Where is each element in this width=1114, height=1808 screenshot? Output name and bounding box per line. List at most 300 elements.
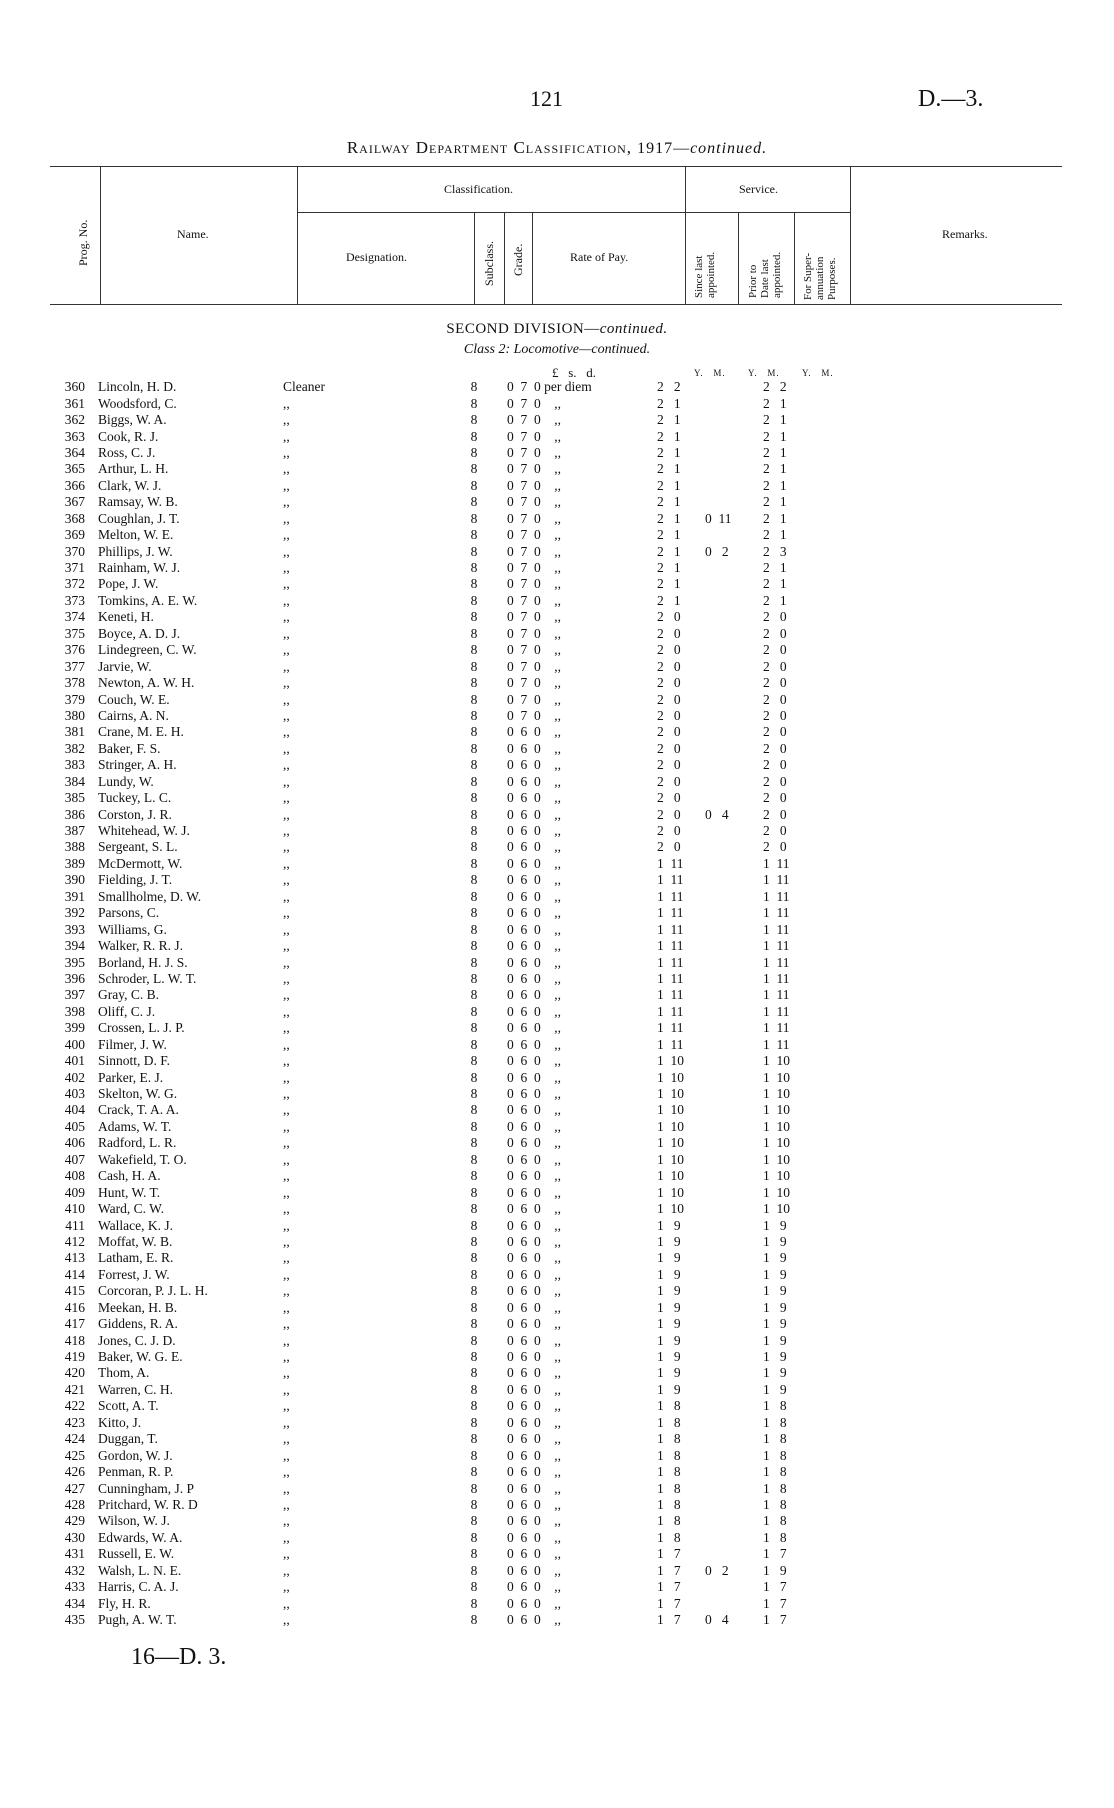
row-rate-of-pay: 0 6 0 ,, <box>507 790 561 806</box>
row-prog-no: 386 <box>64 806 85 822</box>
row-prog-no: 414 <box>64 1266 85 1282</box>
row-subclass: 8 <box>470 560 478 576</box>
row-since-last: 1 7 <box>657 1579 681 1595</box>
row-designation: ,, <box>283 707 290 723</box>
row-since-last: 1 10 <box>657 1086 684 1102</box>
row-grade <box>487 856 507 872</box>
row-since-last: 1 9 <box>657 1332 681 1348</box>
row-superannuation: 2 1 <box>763 395 787 411</box>
row-prior-to <box>705 379 763 395</box>
row-superannuation: 2 1 <box>763 576 787 592</box>
row-superannuation: 1 11 <box>763 855 790 871</box>
row-grade <box>487 1579 507 1595</box>
row-rate-of-pay: 0 6 0 ,, <box>507 970 561 986</box>
row-subclass: 8 <box>470 1036 478 1052</box>
row-designation: ,, <box>283 1102 290 1118</box>
row-name: Corcoran, P. J. L. H. <box>98 1283 208 1299</box>
row-superannuation: 1 7 <box>763 1579 787 1595</box>
row-superannuation: 1 10 <box>763 1135 790 1151</box>
row-name: Couch, W. E. <box>98 691 170 707</box>
row-rate-of-pay: 0 6 0 ,, <box>507 724 561 740</box>
row-name: Meekan, H. B. <box>98 1299 178 1315</box>
row-prior-to <box>705 954 763 970</box>
row-superannuation: 2 3 <box>763 543 787 559</box>
row-subclass: 8 <box>470 609 478 625</box>
row-grade <box>487 642 507 658</box>
row-name: Sergeant, S. L. <box>98 839 178 855</box>
row-superannuation: 2 1 <box>763 494 787 510</box>
row-grade <box>487 921 507 937</box>
row-subclass: 8 <box>470 1480 478 1496</box>
row-prior-to <box>705 494 763 510</box>
staff-table-body <box>50 379 823 1628</box>
row-prior-to <box>705 856 763 872</box>
row-superannuation: 1 8 <box>763 1464 787 1480</box>
row-subclass: 8 <box>470 839 478 855</box>
table-row <box>50 1004 823 1020</box>
row-prior-to <box>705 593 763 609</box>
row-subclass: 8 <box>470 691 478 707</box>
row-designation: ,, <box>283 1414 290 1430</box>
table-row <box>50 708 823 724</box>
row-rate-of-pay: 0 6 0 ,, <box>507 1168 561 1184</box>
division-continued: continued. <box>599 321 668 337</box>
table-row <box>50 1349 823 1365</box>
row-name: Schroder, L. W. T. <box>98 970 197 986</box>
row-rate-of-pay: 0 6 0 ,, <box>507 938 561 954</box>
row-rate-of-pay: 0 7 0 ,, <box>507 510 561 526</box>
row-superannuation: 1 9 <box>763 1299 787 1315</box>
row-grade <box>487 658 507 674</box>
row-prog-no: 387 <box>64 823 85 839</box>
row-since-last: 1 9 <box>657 1283 681 1299</box>
row-name: Rainham, W. J. <box>98 560 181 576</box>
row-prior-to <box>705 1168 763 1184</box>
row-grade <box>487 445 507 461</box>
row-rate-of-pay: 0 6 0 ,, <box>507 1496 561 1512</box>
row-name: Moffat, W. B. <box>98 1233 173 1249</box>
row-prog-no: 383 <box>64 757 85 773</box>
header-grade: Grade. <box>511 243 525 276</box>
row-subclass: 8 <box>470 1365 478 1381</box>
row-prog-no: 407 <box>64 1151 85 1167</box>
row-prog-no: 430 <box>64 1529 85 1545</box>
row-designation: ,, <box>283 1398 290 1414</box>
row-grade <box>487 1135 507 1151</box>
row-prior-to <box>705 1332 763 1348</box>
row-prior-to <box>705 741 763 757</box>
row-since-last: 1 9 <box>657 1299 681 1315</box>
row-designation: ,, <box>283 1431 290 1447</box>
table-row <box>50 1316 823 1332</box>
row-subclass: 8 <box>470 1595 478 1611</box>
pay-units: £ s. d. <box>552 365 597 380</box>
row-name: Biggs, W. A. <box>98 412 167 428</box>
table-row <box>50 1595 823 1611</box>
row-grade <box>487 1316 507 1332</box>
row-prog-no: 360 <box>64 379 85 395</box>
row-designation: ,, <box>283 510 290 526</box>
row-subclass: 8 <box>470 477 478 493</box>
row-superannuation: 1 10 <box>763 1053 790 1069</box>
row-subclass: 8 <box>470 740 478 756</box>
row-grade <box>487 1102 507 1118</box>
row-prior-to <box>705 395 763 411</box>
row-prior-to <box>705 774 763 790</box>
row-superannuation: 1 11 <box>763 1020 790 1036</box>
table-row <box>50 1398 823 1414</box>
row-grade <box>487 1053 507 1069</box>
row-name: Filmer, J. W. <box>98 1036 167 1052</box>
row-subclass: 8 <box>470 1381 478 1397</box>
row-prior-to: 0 2 <box>705 543 729 559</box>
row-prog-no: 412 <box>64 1233 85 1249</box>
row-name: Pope, J. W. <box>98 576 159 592</box>
row-superannuation: 1 11 <box>763 954 790 970</box>
row-grade <box>487 938 507 954</box>
row-grade <box>487 790 507 806</box>
row-subclass: 8 <box>470 1020 478 1036</box>
row-prior-to <box>705 987 763 1003</box>
row-grade <box>487 1217 507 1233</box>
table-row <box>50 1217 823 1233</box>
row-superannuation: 1 9 <box>763 1283 787 1299</box>
title-year: 1917— <box>637 140 691 157</box>
row-rate-of-pay: 0 6 0 ,, <box>507 1595 561 1611</box>
row-designation: ,, <box>283 1020 290 1036</box>
row-prog-no: 372 <box>64 576 85 592</box>
row-superannuation: 1 9 <box>763 1217 787 1233</box>
row-grade <box>487 1267 507 1283</box>
row-since-last: 1 8 <box>657 1398 681 1414</box>
row-subclass: 8 <box>470 1069 478 1085</box>
row-superannuation: 1 7 <box>763 1612 787 1628</box>
row-superannuation: 1 8 <box>763 1513 787 1529</box>
row-prior-to <box>705 1365 763 1381</box>
table-row <box>50 527 823 543</box>
row-prog-no: 405 <box>64 1118 85 1134</box>
row-prior-to <box>705 1119 763 1135</box>
row-name: Penman, R. P. <box>98 1464 174 1480</box>
row-rate-of-pay: 0 6 0 ,, <box>507 1529 561 1545</box>
row-prog-no: 367 <box>64 494 85 510</box>
row-prior-to <box>705 1267 763 1283</box>
row-since-last: 1 10 <box>657 1201 684 1217</box>
row-name: Thom, A. <box>98 1365 150 1381</box>
row-rate-of-pay: 0 6 0 ,, <box>507 1546 561 1562</box>
table-row <box>50 511 823 527</box>
row-since-last: 2 0 <box>657 740 681 756</box>
row-grade <box>487 1234 507 1250</box>
row-rate-of-pay: 0 6 0 ,, <box>507 987 561 1003</box>
row-subclass: 8 <box>470 592 478 608</box>
header-since-last: Since last appointed. <box>693 251 717 298</box>
row-since-last: 2 0 <box>657 823 681 839</box>
table-row <box>50 379 823 395</box>
row-designation: ,, <box>283 395 290 411</box>
row-since-last: 1 10 <box>657 1135 684 1151</box>
row-grade <box>487 1152 507 1168</box>
row-grade <box>487 1513 507 1529</box>
row-superannuation: 1 9 <box>763 1365 787 1381</box>
row-prior-to <box>705 1546 763 1562</box>
row-prog-no: 410 <box>64 1201 85 1217</box>
header-for-super: For Super- annuation Purposes. <box>802 252 838 300</box>
row-designation: ,, <box>283 576 290 592</box>
row-prior-to <box>705 642 763 658</box>
row-prog-no: 397 <box>64 987 85 1003</box>
row-name: Ward, C. W. <box>98 1201 165 1217</box>
row-grade <box>487 593 507 609</box>
row-name: Phillips, J. W. <box>98 543 173 559</box>
row-superannuation: 2 0 <box>763 757 787 773</box>
row-since-last: 2 0 <box>657 675 681 691</box>
row-prior-to <box>705 1513 763 1529</box>
row-grade <box>487 543 507 559</box>
row-since-last: 1 11 <box>657 921 684 937</box>
row-prior-to <box>705 1595 763 1611</box>
row-grade <box>487 494 507 510</box>
row-prior-to <box>705 1316 763 1332</box>
row-superannuation: 2 2 <box>763 379 787 395</box>
row-superannuation: 1 11 <box>763 1003 790 1019</box>
row-designation: ,, <box>283 872 290 888</box>
row-prog-no: 382 <box>64 740 85 756</box>
row-grade <box>487 1184 507 1200</box>
row-subclass: 8 <box>470 954 478 970</box>
row-prior-to <box>705 576 763 592</box>
row-name: Parsons, C. <box>98 905 160 921</box>
row-designation: ,, <box>283 823 290 839</box>
row-prior-to <box>705 1217 763 1233</box>
row-subclass: 8 <box>470 675 478 691</box>
row-designation: ,, <box>283 658 290 674</box>
row-designation: ,, <box>283 1003 290 1019</box>
row-prog-no: 392 <box>64 905 85 921</box>
row-prior-to <box>705 527 763 543</box>
row-designation: ,, <box>283 938 290 954</box>
row-designation: ,, <box>283 987 290 1003</box>
row-designation: ,, <box>283 1332 290 1348</box>
row-since-last: 1 8 <box>657 1480 681 1496</box>
row-grade <box>487 1530 507 1546</box>
row-rate-of-pay: 0 6 0 ,, <box>507 872 561 888</box>
row-grade <box>487 1612 507 1628</box>
row-since-last: 2 0 <box>657 839 681 855</box>
row-name: Corston, J. R. <box>98 806 172 822</box>
row-name: Keneti, H. <box>98 609 154 625</box>
row-name: Parker, E. J. <box>98 1069 164 1085</box>
table-row <box>50 741 823 757</box>
row-prior-to <box>705 1184 763 1200</box>
row-grade <box>487 1069 507 1085</box>
row-subclass: 8 <box>470 625 478 641</box>
table-row <box>50 1612 823 1628</box>
row-name: Melton, W. E. <box>98 527 174 543</box>
row-superannuation: 1 10 <box>763 1102 790 1118</box>
row-since-last: 2 0 <box>657 707 681 723</box>
row-prog-no: 366 <box>64 477 85 493</box>
service-units: Y. M. Y. M. Y. M. <box>694 368 834 378</box>
row-name: Crane, M. E. H. <box>98 724 184 740</box>
table-row <box>50 461 823 477</box>
row-prog-no: 380 <box>64 707 85 723</box>
row-superannuation: 2 1 <box>763 461 787 477</box>
table-row <box>50 1513 823 1529</box>
row-subclass: 8 <box>470 1102 478 1118</box>
row-rate-of-pay: 0 6 0 ,, <box>507 1612 561 1628</box>
row-since-last: 2 1 <box>657 477 681 493</box>
row-prior-to <box>705 790 763 806</box>
row-subclass: 8 <box>470 790 478 806</box>
row-since-last: 1 11 <box>657 970 684 986</box>
row-name: Lincoln, H. D. <box>98 379 177 395</box>
document-reference: D.—3. <box>918 86 984 112</box>
table-row <box>50 1168 823 1184</box>
row-rate-of-pay: 0 7 0 ,, <box>507 461 561 477</box>
row-designation: ,, <box>283 954 290 970</box>
row-designation: ,, <box>283 1365 290 1381</box>
row-name: Sinnott, D. F. <box>98 1053 171 1069</box>
row-subclass: 8 <box>470 888 478 904</box>
row-prog-no: 432 <box>64 1562 85 1578</box>
row-subclass: 8 <box>470 987 478 1003</box>
table-row <box>50 543 823 559</box>
row-superannuation: 1 9 <box>763 1381 787 1397</box>
row-since-last: 2 1 <box>657 444 681 460</box>
row-designation: ,, <box>283 1283 290 1299</box>
table-row <box>50 560 823 576</box>
row-name: Newton, A. W. H. <box>98 675 195 691</box>
row-prog-no: 417 <box>64 1316 85 1332</box>
header-bottom-rule <box>50 304 1062 305</box>
row-prog-no: 369 <box>64 527 85 543</box>
row-designation: ,, <box>283 1349 290 1365</box>
row-superannuation: 2 1 <box>763 444 787 460</box>
row-superannuation: 1 8 <box>763 1480 787 1496</box>
row-grade <box>487 823 507 839</box>
table-row <box>50 1546 823 1562</box>
row-designation: ,, <box>283 1316 290 1332</box>
table-row <box>50 823 823 839</box>
row-grade <box>487 428 507 444</box>
row-designation: ,, <box>283 773 290 789</box>
class-label: Class 2: Locomotive—continued. <box>463 342 651 357</box>
row-prog-no: 400 <box>64 1036 85 1052</box>
row-grade <box>487 1497 507 1513</box>
col-divider-subclass <box>504 212 505 304</box>
row-since-last: 2 1 <box>657 592 681 608</box>
row-prior-to <box>705 560 763 576</box>
row-designation: Cleaner <box>283 379 325 395</box>
row-name: Woodsford, C. <box>98 395 177 411</box>
row-prior-to <box>705 626 763 642</box>
row-since-last: 1 7 <box>657 1546 681 1562</box>
row-designation: ,, <box>283 855 290 871</box>
row-prog-no: 416 <box>64 1299 85 1315</box>
row-rate-of-pay: 0 6 0 ,, <box>507 1217 561 1233</box>
row-since-last: 1 7 <box>657 1595 681 1611</box>
row-prog-no: 415 <box>64 1283 85 1299</box>
row-superannuation: 2 1 <box>763 428 787 444</box>
row-prog-no: 376 <box>64 642 85 658</box>
row-rate-of-pay: 0 7 0 ,, <box>507 691 561 707</box>
row-since-last: 1 9 <box>657 1233 681 1249</box>
row-subclass: 8 <box>470 1332 478 1348</box>
row-since-last: 2 0 <box>657 806 681 822</box>
row-subclass: 8 <box>470 1201 478 1217</box>
row-subclass: 8 <box>470 642 478 658</box>
table-row <box>50 1431 823 1447</box>
row-since-last: 1 11 <box>657 954 684 970</box>
row-grade <box>487 1037 507 1053</box>
row-subclass: 8 <box>470 1496 478 1512</box>
row-name: Wakefield, T. O. <box>98 1151 187 1167</box>
row-prior-to <box>705 675 763 691</box>
row-name: Coughlan, J. T. <box>98 510 180 526</box>
row-prog-no: 419 <box>64 1349 85 1365</box>
header-rate-of-pay: Rate of Pay. <box>570 250 629 264</box>
row-prog-no: 395 <box>64 954 85 970</box>
row-superannuation: 2 0 <box>763 724 787 740</box>
row-subclass: 8 <box>470 1266 478 1282</box>
row-name: Jarvie, W. <box>98 658 152 674</box>
row-rate-of-pay: 0 6 0 ,, <box>507 1135 561 1151</box>
row-name: Harris, C. A. J. <box>98 1579 179 1595</box>
row-rate-of-pay: 0 6 0 ,, <box>507 1562 561 1578</box>
row-since-last: 1 10 <box>657 1184 684 1200</box>
row-superannuation: 1 10 <box>763 1184 790 1200</box>
row-prior-to <box>705 428 763 444</box>
row-prog-no: 390 <box>64 872 85 888</box>
row-grade <box>487 1365 507 1381</box>
row-rate-of-pay: 0 7 0 ,, <box>507 576 561 592</box>
row-since-last: 2 1 <box>657 428 681 444</box>
page-number: 121 <box>530 86 563 111</box>
row-prog-no: 396 <box>64 970 85 986</box>
row-since-last: 2 0 <box>657 609 681 625</box>
row-subclass: 8 <box>470 855 478 871</box>
row-subclass: 8 <box>470 1546 478 1562</box>
page-title <box>0 138 1114 158</box>
row-rate-of-pay: 0 6 0 ,, <box>507 921 561 937</box>
row-since-last: 1 11 <box>657 872 684 888</box>
table-row <box>50 1480 823 1496</box>
row-grade <box>487 1086 507 1102</box>
row-subclass: 8 <box>470 527 478 543</box>
row-subclass: 8 <box>470 970 478 986</box>
row-name: Cash, H. A. <box>98 1168 161 1184</box>
header-top-rule <box>50 166 1062 167</box>
row-name: Arthur, L. H. <box>98 461 169 477</box>
row-prog-no: 370 <box>64 543 85 559</box>
row-subclass: 8 <box>470 461 478 477</box>
row-prior-to: 0 4 <box>705 1612 729 1628</box>
row-subclass: 8 <box>470 1053 478 1069</box>
row-since-last: 2 1 <box>657 560 681 576</box>
row-grade <box>487 560 507 576</box>
row-superannuation: 2 0 <box>763 642 787 658</box>
header-name: Name. <box>177 227 209 241</box>
row-name: Adams, W. T. <box>98 1118 172 1134</box>
table-row <box>50 1300 823 1316</box>
row-rate-of-pay: 0 7 0 ,, <box>507 675 561 691</box>
table-row <box>50 1152 823 1168</box>
row-prior-to <box>705 905 763 921</box>
table-row <box>50 806 823 822</box>
row-name: Forrest, J. W. <box>98 1266 170 1282</box>
row-since-last: 2 0 <box>657 658 681 674</box>
